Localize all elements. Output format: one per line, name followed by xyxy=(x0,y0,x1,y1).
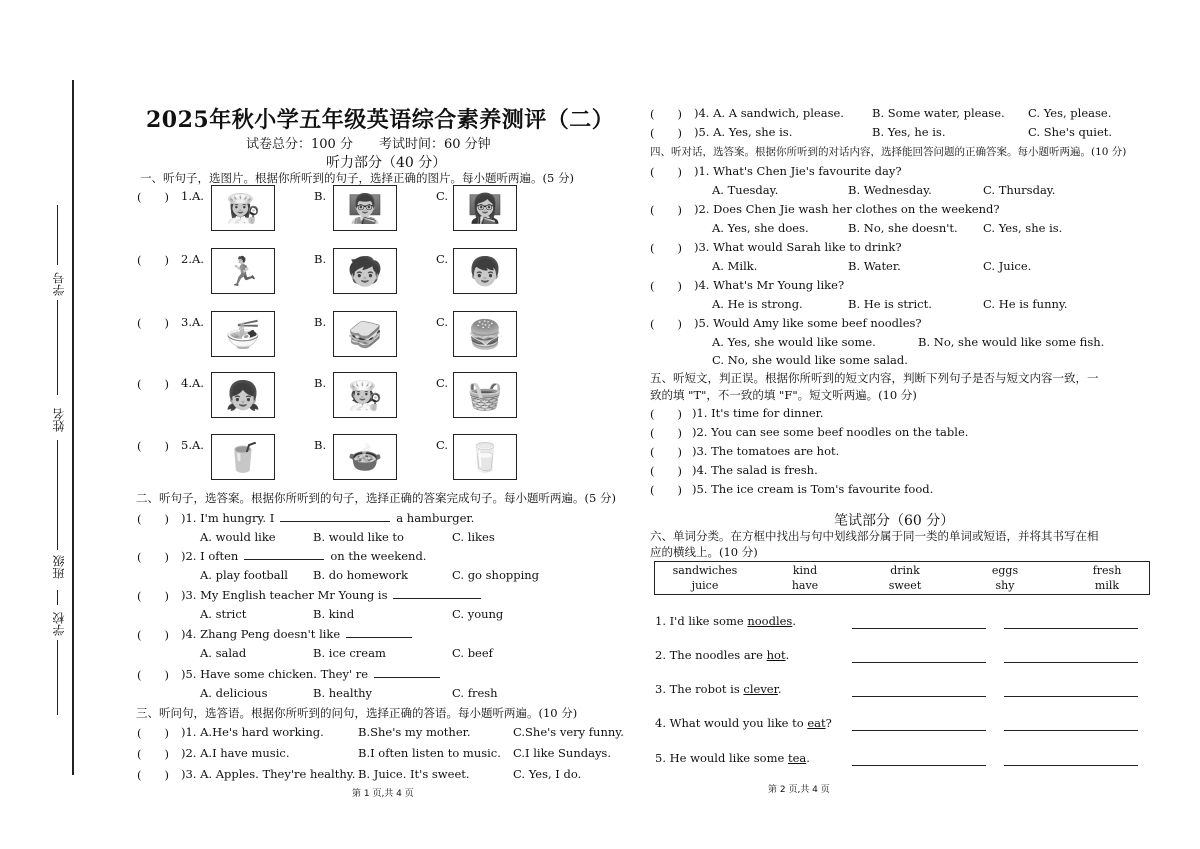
part2-paren: ( ) xyxy=(137,512,169,526)
option-c: C. fresh xyxy=(452,686,498,700)
part1-picture-b[interactable] xyxy=(333,372,397,418)
part4-paren: ( ) xyxy=(650,279,682,293)
part1-label-b: B. xyxy=(314,189,327,203)
answer-blank[interactable] xyxy=(280,521,390,522)
part1-paren: ( ) xyxy=(137,253,169,267)
part1-label-c: C. xyxy=(436,189,449,203)
option-a: A. strict xyxy=(200,607,247,621)
word-bank-word: eggs xyxy=(991,564,1019,577)
picture-icon: 👦 xyxy=(467,254,503,288)
part5-paren: ( ) xyxy=(650,426,682,440)
sentence-punct: . xyxy=(785,648,790,662)
option-c: C. go shopping xyxy=(452,568,540,582)
option-b: B.She's my mother. xyxy=(358,725,471,739)
part1-label-a: 1.A. xyxy=(181,189,204,203)
option-a: )5. A. Yes, she is. xyxy=(694,125,793,139)
picture-icon: 🍔 xyxy=(467,317,503,351)
picture-icon: 🏃 xyxy=(225,254,261,288)
part1-paren: ( ) xyxy=(137,190,169,204)
part1-label-a: 2.A. xyxy=(181,252,204,266)
answer-line-2[interactable] xyxy=(1004,765,1138,766)
part4-question: )3. What would Sarah like to drink? xyxy=(694,240,902,254)
answer-line-1[interactable] xyxy=(852,730,986,731)
option-b: B. He is strict. xyxy=(848,297,932,311)
part1-paren: ( ) xyxy=(137,377,169,391)
option-b: B. No, she doesn't. xyxy=(848,221,958,235)
option-a: A. Yes, she would like some. xyxy=(712,335,876,349)
part5-instruction-1: 五、听短文，判正误。根据你所听到的短文内容，判断下列句子是否与短文内容一致，一 xyxy=(650,371,1099,385)
word-bank-box xyxy=(654,561,1150,595)
word-bank-word: have xyxy=(791,579,819,592)
underlined-word: noodles xyxy=(747,614,793,628)
sentence-text: 4. What would you like to xyxy=(655,716,808,730)
part4-question: )1. What's Chen Jie's favourite day? xyxy=(694,164,902,178)
option-a: A. would like xyxy=(200,530,276,544)
page2-footer: 第 2 页,共 4 页 xyxy=(768,785,830,795)
part2-question xyxy=(181,667,446,681)
part5-paren: ( ) xyxy=(650,464,682,478)
picture-icon: 🥛 xyxy=(467,440,503,474)
word-bank-word: drink xyxy=(890,564,920,577)
part1-picture-c[interactable] xyxy=(453,434,517,480)
sentence-text: 1. I'd like some xyxy=(655,614,748,628)
sentence-text: 5. He would like some xyxy=(655,751,788,765)
option-a: )4. A. A sandwich, please. xyxy=(694,106,844,120)
option-c: C. No, she would like some salad. xyxy=(712,353,908,367)
picture-icon: 🧑‍🍳 xyxy=(347,378,383,412)
part2-paren: ( ) xyxy=(137,628,169,642)
option-a: A. Yes, she does. xyxy=(712,221,809,235)
part2-question xyxy=(181,549,426,563)
underlined-word: eat xyxy=(807,716,826,730)
answer-blank[interactable] xyxy=(393,598,481,599)
option-b: B. would like to xyxy=(313,530,404,544)
sentence-punct: . xyxy=(792,614,796,628)
part1-picture-c[interactable] xyxy=(453,185,517,231)
option-b: B. No, she would like some fish. xyxy=(918,335,1105,349)
option-c: C.She's very funny. xyxy=(513,725,624,739)
part3-paren: ( ) xyxy=(137,768,169,782)
answer-line-2[interactable] xyxy=(1004,730,1138,731)
part6-instruction-2: 应的横线上。(10 分) xyxy=(650,545,758,559)
part1-picture-a[interactable] xyxy=(211,248,275,294)
part1-label-a: 3.A. xyxy=(181,315,204,329)
word-bank-word: milk xyxy=(1094,579,1120,592)
option-a: A. delicious xyxy=(200,686,268,700)
answer-blank[interactable] xyxy=(244,559,324,560)
option-c: C. likes xyxy=(452,530,495,544)
option-c: C. Thursday. xyxy=(983,183,1056,197)
option-c: C. Yes, please. xyxy=(1028,106,1112,120)
part1-picture-c[interactable] xyxy=(453,372,517,418)
word-bank-word: sweet xyxy=(888,579,922,592)
word-bank-word: fresh xyxy=(1092,564,1122,577)
part1-instruction: 一、听句子，选图片。根据你所听到的句子，选择正确的图片。每小题听两遍。(5 分) xyxy=(140,171,574,185)
part2-paren: ( ) xyxy=(137,668,169,682)
part1-picture-b[interactable] xyxy=(333,434,397,480)
picture-icon: 🧒 xyxy=(347,254,383,288)
answer-line-1[interactable] xyxy=(852,662,986,663)
writing-title: 笔试部分（60 分） xyxy=(834,513,955,529)
part1-picture-c[interactable] xyxy=(453,248,517,294)
option-a: )2. A.I have music. xyxy=(181,746,290,760)
part5-statement: )4. The salad is fresh. xyxy=(692,463,818,477)
part5-instruction-2: 致的填 "T"，不一致的填 "F"。短文听两遍。(10 分) xyxy=(650,388,917,402)
option-b: B. kind xyxy=(313,607,355,621)
option-c: C. young xyxy=(452,607,504,621)
part3-instruction: 三、听问句，选答语。根据你所听到的问句，选择正确的答语。每小题听两遍。(10 分) xyxy=(136,706,578,720)
part4-question: )4. What's Mr Young like? xyxy=(694,278,845,292)
option-b: B. Wednesday. xyxy=(848,183,932,197)
picture-icon: 🧺 xyxy=(467,378,503,412)
part1-label-a: 4.A. xyxy=(181,376,204,390)
part1-label-c: C. xyxy=(436,315,449,329)
binding-line xyxy=(72,80,74,775)
option-c: C. He is funny. xyxy=(983,297,1068,311)
part5-statement: )3. The tomatoes are hot. xyxy=(692,444,840,458)
part4-paren: ( ) xyxy=(650,165,682,179)
question-text: )4. Zhang Peng doesn't like xyxy=(181,627,341,641)
word-bank-word: kind xyxy=(792,564,818,577)
part1-picture-c[interactable] xyxy=(453,311,517,357)
part6-sentence xyxy=(655,648,789,662)
listening-title: 听力部分（40 分） xyxy=(326,155,447,171)
word-bank-word: sandwiches xyxy=(672,564,738,577)
part1-label-b: B. xyxy=(314,438,327,452)
underlined-word: clever xyxy=(743,682,778,696)
answer-line-2[interactable] xyxy=(1004,696,1138,697)
picture-icon: 👩‍🍳 xyxy=(225,191,261,225)
school-label: 学校 xyxy=(52,612,66,636)
option-c: C.I like Sundays. xyxy=(513,746,611,760)
option-a: )1. A.He's hard working. xyxy=(181,725,324,739)
option-b: B. Water. xyxy=(848,259,901,273)
question-text: )5. Have some chicken. They' re xyxy=(181,667,369,681)
part1-label-b: B. xyxy=(314,376,327,390)
part5-statement: )5. The ice cream is Tom's favourite food. xyxy=(692,482,934,496)
picture-icon: 🥤 xyxy=(225,440,261,474)
part5-statement: )2. You can see some beef noodles on the table. xyxy=(692,425,969,439)
class-line xyxy=(57,590,58,605)
part6-sentence xyxy=(655,716,832,730)
part2-question xyxy=(181,588,487,602)
word-bank-word: juice xyxy=(691,579,719,592)
picture-icon: 🍲 xyxy=(347,440,383,474)
option-b: B. Yes, he is. xyxy=(872,125,946,139)
option-b: B. Some water, please. xyxy=(872,106,1005,120)
picture-icon: 👧 xyxy=(225,378,261,412)
part4-instruction: 四、听对话，选答案。根据你所听到的对话内容，选择能回答问题的正确答案。每小题听两遍。(10 分) xyxy=(650,146,1127,158)
part2-question xyxy=(181,627,418,641)
word-bank-word: shy xyxy=(995,579,1015,592)
part4-question: )5. Would Amy like some beef noodles? xyxy=(694,316,922,330)
exam-info: 试卷总分：100 分 考试时间：60 分钟 xyxy=(246,137,491,152)
part1-label-c: C. xyxy=(436,376,449,390)
question-tail: a hamburger. xyxy=(396,511,475,525)
name-line xyxy=(57,440,58,550)
answer-blank[interactable] xyxy=(346,637,412,638)
part6-sentence xyxy=(655,614,796,628)
part1-paren: ( ) xyxy=(137,439,169,453)
option-a: A. Tuesday. xyxy=(712,183,779,197)
answer-blank[interactable] xyxy=(374,677,440,678)
part3-paren: ( ) xyxy=(650,126,682,140)
part5-paren: ( ) xyxy=(650,445,682,459)
underlined-word: hot xyxy=(766,648,786,662)
part4-paren: ( ) xyxy=(650,203,682,217)
part1-picture-a[interactable] xyxy=(211,372,275,418)
part1-label-c: C. xyxy=(436,252,449,266)
page1-footer: 第 1 页,共 4 页 xyxy=(352,789,414,799)
part1-label-c: C. xyxy=(436,438,449,452)
part1-picture-a[interactable] xyxy=(211,311,275,357)
part2-paren: ( ) xyxy=(137,589,169,603)
part3-paren: ( ) xyxy=(650,107,682,121)
part4-question: )2. Does Chen Jie wash her clothes on the weekend? xyxy=(694,202,1000,216)
option-a: A. play football xyxy=(200,568,288,582)
part1-label-b: B. xyxy=(314,252,327,266)
part2-paren: ( ) xyxy=(137,550,169,564)
answer-line-2[interactable] xyxy=(1004,662,1138,663)
answer-line-1[interactable] xyxy=(852,696,986,697)
part1-picture-a[interactable] xyxy=(211,434,275,480)
part4-paren: ( ) xyxy=(650,241,682,255)
part3-paren: ( ) xyxy=(137,747,169,761)
student-no-line-2 xyxy=(57,300,58,395)
class-label: 班级 xyxy=(52,555,66,579)
option-c: C. beef xyxy=(452,646,493,660)
option-c: C. Yes, I do. xyxy=(513,767,582,781)
option-c: C. Yes, she is. xyxy=(983,221,1063,235)
option-a: )3. A. Apples. They're healthy. xyxy=(181,767,356,781)
picture-icon: 👨‍🏫 xyxy=(347,191,383,225)
picture-icon: 👩‍🏫 xyxy=(467,191,503,225)
option-a: A. He is strong. xyxy=(712,297,803,311)
part1-picture-b[interactable] xyxy=(333,311,397,357)
answer-line-1[interactable] xyxy=(852,765,986,766)
part1-paren: ( ) xyxy=(137,316,169,330)
name-label: 姓名 xyxy=(52,408,66,432)
sentence-punct: ? xyxy=(825,716,832,730)
sentence-punct: . xyxy=(806,751,810,765)
part2-instruction: 二、听句子，选答案。根据你所听到的句子，选择正确的答案完成句子。每小题听两遍。(5 分) xyxy=(136,491,616,505)
part1-label-a: 5.A. xyxy=(181,438,204,452)
sentence-punct: . xyxy=(777,682,782,696)
option-a: A. Milk. xyxy=(712,259,758,273)
exam-title: 2025年秋小学五年级英语综合素养测评（二） xyxy=(146,107,615,133)
part1-picture-b[interactable] xyxy=(333,248,397,294)
school-line xyxy=(57,640,58,715)
part1-label-b: B. xyxy=(314,315,327,329)
question-tail: on the weekend. xyxy=(330,549,427,563)
part6-instruction-1: 六、单词分类。在方框中找出与句中划线部分属于同一类的单词或短语，并将其书写在相 xyxy=(650,529,1099,543)
student-no-label: 学号 xyxy=(52,272,66,296)
part6-sentence xyxy=(655,682,782,696)
option-a: A. salad xyxy=(200,646,247,660)
part1-picture-b[interactable] xyxy=(333,185,397,231)
answer-line-2[interactable] xyxy=(1004,628,1138,629)
option-b: B. ice cream xyxy=(313,646,386,660)
question-text: )2. I often xyxy=(181,549,239,563)
option-c: C. Juice. xyxy=(983,259,1032,273)
part5-paren: ( ) xyxy=(650,483,682,497)
sentence-text: 3. The robot is xyxy=(655,682,744,696)
part4-paren: ( ) xyxy=(650,317,682,331)
option-b: B. healthy xyxy=(313,686,373,700)
sentence-text: 2. The noodles are xyxy=(655,648,767,662)
option-b: B. do homework xyxy=(313,568,408,582)
picture-icon: 🍜 xyxy=(225,317,261,351)
option-b: B.I often listen to music. xyxy=(358,746,501,760)
part6-sentence xyxy=(655,751,810,765)
part5-paren: ( ) xyxy=(650,407,682,421)
question-text: )3. My English teacher Mr Young is xyxy=(181,588,388,602)
part1-picture-a[interactable] xyxy=(211,185,275,231)
picture-icon: 🥪 xyxy=(347,317,383,351)
underlined-word: tea xyxy=(787,751,807,765)
question-text: )1. I'm hungry. I xyxy=(181,511,275,525)
part5-statement: )1. It's time for dinner. xyxy=(692,406,824,420)
part2-question xyxy=(181,511,474,525)
part3-paren: ( ) xyxy=(137,726,169,740)
answer-line-1[interactable] xyxy=(852,628,986,629)
option-c: C. She's quiet. xyxy=(1028,125,1113,139)
option-b: B. Juice. It's sweet. xyxy=(358,767,470,781)
student-no-line xyxy=(57,205,58,265)
